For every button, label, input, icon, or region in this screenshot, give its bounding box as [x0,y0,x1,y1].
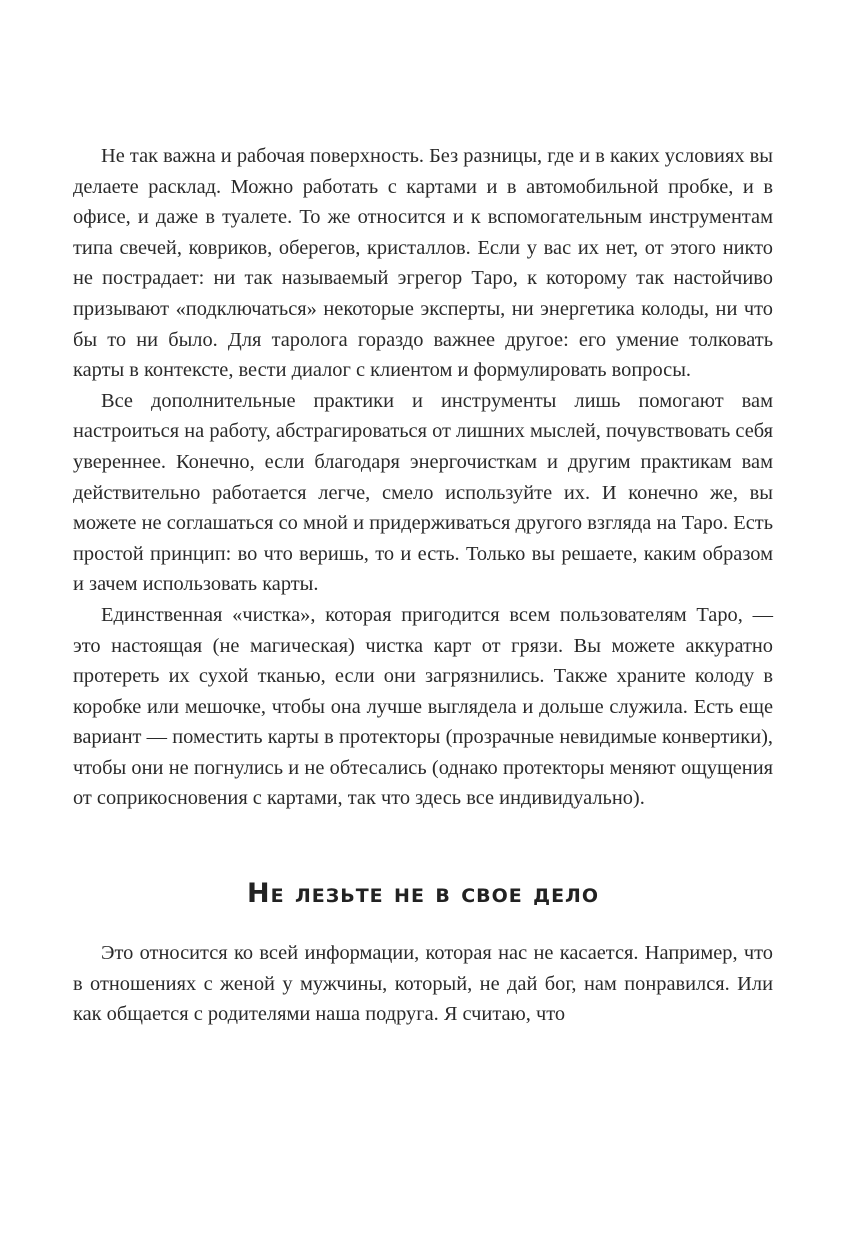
paragraph-additional-practices: Все дополнительные практики и инструменты лишь помогают вам настроиться на работу, абстрагироваться от лишних мыслей, почувствовать себя увереннее. Конечно, если благодаря энергочисткам и другим практикам вам действительно работается легче, смело используйте их. И конечно же, вы можете не соглашаться со мной и придерживаться другого взгляда на Таро. Есть простой принцип: во что веришь, то и есть. Только вы решаете, каким образом и зачем использовать карты. [73,389,773,596]
book-page [73,141,773,1030]
body-text-top [73,141,773,814]
section-heading: Не лезьте не в свое дело [246,878,599,910]
paragraph-others-business: Это относится ко всей информации, которая нас не касается. Например, что в отношениях с женой у мужчины, который, не дай бог, нам понравился. Или как общается с родителями наша подруга. Я считаю, что [73,942,773,1026]
paragraph-card-cleaning: Единственная «чистка», которая пригодится всем пользователям Таро, — это настоящая (не магическая) чистка карт от грязи. Вы можете аккуратно протереть их сухой тканью, если они загрязнились. Также храните колоду в коробке или мешочке, чтобы она лучше выглядела и дольше служила. Есть еще вариант — поместить карты в протекторы (прозрачные невидимые конвертики), чтобы они не погнулись и не обтесались (однако протекторы меняют ощущения от соприкосновения с картами, так что здесь все индивидуально). [73,603,773,810]
body-text-bottom [73,938,773,1030]
paragraph-work-surface: Не так важна и рабочая поверхность. Без разницы, где и в каких условиях вы делаете расклад. Можно работать с картами и в автомобильной пробке, и в офисе, и даже в туалете. То же относится и к вспомогательным инструментам типа свечей, ковриков, оберегов, кристаллов. Если у вас их нет, от этого никто не пострадает: ни так называемый эгрегор Таро, к которому так настойчиво призывают «подключаться» некоторые эксперты, ни энергетика колоды, ни что бы то ни было. Для таролога гораздо важнее другое: его умение толковать карты в контексте, вести диалог с клиентом и формулировать вопросы. [73,145,773,382]
